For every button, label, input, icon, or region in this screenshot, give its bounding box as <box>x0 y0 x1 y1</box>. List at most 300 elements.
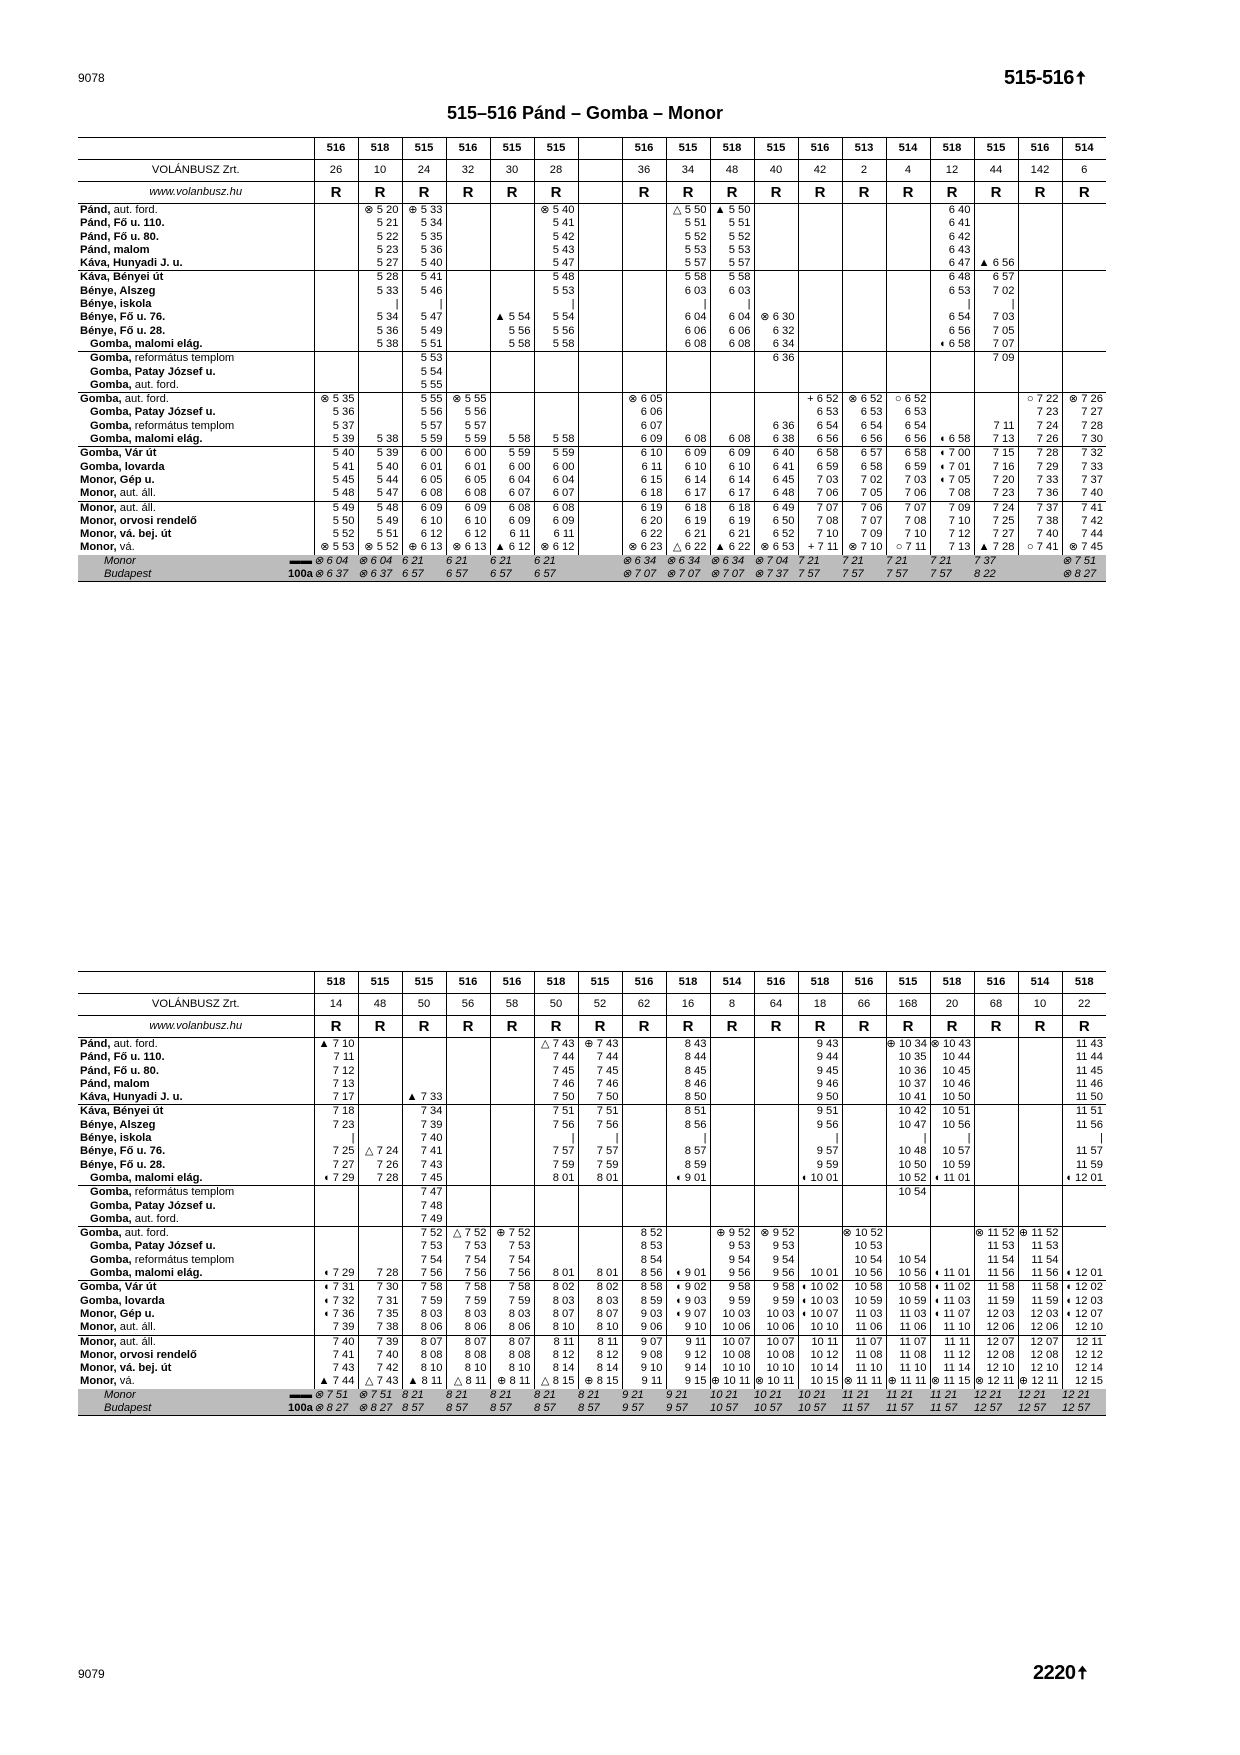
departure-time: 7 28 <box>1018 447 1062 461</box>
departure-time: 9 43 <box>798 1038 842 1052</box>
departure-time: ◖ 6 58 <box>930 338 974 352</box>
stop-marker <box>288 528 314 541</box>
departure-time: 6 12 <box>402 528 446 541</box>
run-number: 56 <box>446 994 490 1016</box>
departure-time <box>842 1159 886 1172</box>
departure-time: 5 28 <box>358 271 402 285</box>
connection-time: 11 57 <box>930 1402 974 1416</box>
line-number: 516 <box>622 138 666 160</box>
departure-time: 10 10 <box>798 1321 842 1335</box>
departure-time: ⊕ 8 15 <box>578 1375 622 1388</box>
departure-time <box>754 285 798 298</box>
departure-time: ⊗ 11 15 <box>930 1375 974 1388</box>
departure-time <box>710 1091 754 1105</box>
connection-time: ⊗ 7 37 <box>754 568 798 582</box>
line-number: 515 <box>578 972 622 994</box>
departure-time: 8 54 <box>622 1254 666 1267</box>
stop-name <box>78 325 288 338</box>
departure-time <box>710 1051 754 1064</box>
departure-time <box>1018 1038 1062 1052</box>
departure-time <box>798 217 842 230</box>
departure-time <box>622 244 666 257</box>
departure-time <box>1018 231 1062 244</box>
stop-name <box>78 311 288 324</box>
departure-time: ⊗ 6 53 <box>754 541 798 554</box>
connection-time: 6 57 <box>446 568 490 582</box>
departure-time <box>622 1132 666 1145</box>
line-number <box>578 138 622 160</box>
stop-name-main: Pánd, Fő u. 110. <box>80 1051 165 1064</box>
line-number: 513 <box>842 138 886 160</box>
line-100a-label: 100a <box>288 1402 313 1415</box>
departure-time: 7 12 <box>930 528 974 541</box>
operator-label: VOLÁNBUSZ Zrt. <box>78 994 314 1016</box>
departure-time <box>446 1200 490 1213</box>
stop-name <box>78 1145 288 1158</box>
departure-time: 7 40 <box>1062 487 1106 501</box>
stop-name <box>78 528 288 541</box>
departure-time <box>1018 1119 1062 1132</box>
reservation-mark: R <box>358 182 402 204</box>
run-number: 10 <box>1018 994 1062 1016</box>
departure-time: ○ 7 22 <box>1018 393 1062 407</box>
departure-time <box>622 1200 666 1213</box>
departure-time <box>446 1065 490 1078</box>
run-number: 44 <box>974 160 1018 182</box>
run-number: 2 <box>842 160 886 182</box>
departure-time: 6 17 <box>710 487 754 501</box>
departure-time: ⊗ 12 11 <box>974 1375 1018 1388</box>
connection-time: 9 57 <box>622 1402 666 1416</box>
departure-time: 7 56 <box>578 1119 622 1132</box>
run-number: 4 <box>886 160 930 182</box>
departure-time <box>446 1172 490 1186</box>
departure-time: 8 52 <box>622 1227 666 1241</box>
departure-time <box>446 1105 490 1119</box>
departure-time: 6 00 <box>534 461 578 474</box>
departure-time: 8 10 <box>402 1362 446 1375</box>
departure-time <box>446 1186 490 1200</box>
departure-time: 5 58 <box>534 338 578 352</box>
departure-time: 5 58 <box>534 433 578 447</box>
departure-time <box>490 1091 534 1105</box>
departure-time <box>710 393 754 407</box>
departure-time: 6 54 <box>886 420 930 433</box>
departure-time <box>578 487 622 501</box>
departure-time: 5 40 <box>358 461 402 474</box>
stop-name <box>78 379 288 393</box>
departure-time: 6 36 <box>754 352 798 366</box>
departure-time: 6 06 <box>710 325 754 338</box>
departure-time <box>754 1132 798 1145</box>
departure-time <box>622 1051 666 1064</box>
departure-time: 6 09 <box>666 447 710 461</box>
departure-time: 7 11 <box>314 1051 358 1064</box>
departure-time: | <box>534 298 578 311</box>
departure-time <box>886 257 930 271</box>
departure-time: 7 35 <box>358 1308 402 1321</box>
connection-time: ⊗ 6 34 <box>622 555 666 568</box>
departure-time: 12 03 <box>1018 1308 1062 1321</box>
connection-row <box>78 1389 1106 1402</box>
stop-marker <box>288 474 314 487</box>
connection-time: 7 57 <box>798 568 842 582</box>
departure-time <box>886 217 930 230</box>
departure-time: 9 59 <box>754 1295 798 1308</box>
departure-time <box>798 1213 842 1227</box>
departure-time <box>622 338 666 352</box>
departure-time: 9 11 <box>622 1375 666 1388</box>
departure-time: 10 07 <box>710 1335 754 1349</box>
departure-time: 6 08 <box>710 433 754 447</box>
stop-row <box>78 338 1106 352</box>
departure-time: ◖ 11 07 <box>930 1308 974 1321</box>
departure-time <box>1062 1186 1106 1200</box>
stop-name-main: Káva, Hunyadi J. u. <box>80 1091 183 1104</box>
departure-time <box>622 1038 666 1052</box>
departure-time: ○ 7 11 <box>886 541 930 554</box>
departure-time: 7 40 <box>1018 528 1062 541</box>
departure-time: 8 03 <box>402 1308 446 1321</box>
departure-time <box>622 311 666 324</box>
connection-time: ⊗ 6 34 <box>710 555 754 568</box>
departure-time <box>490 1159 534 1172</box>
departure-time: 7 39 <box>358 1335 402 1349</box>
stop-name-main: Gomba, <box>80 393 122 406</box>
line-number: 515 <box>490 138 534 160</box>
departure-time: 11 56 <box>1062 1119 1106 1132</box>
stop-name-suffix: vá. <box>116 541 135 554</box>
departure-time: 7 58 <box>490 1281 534 1295</box>
run-number: 48 <box>710 160 754 182</box>
departure-time: ⊗ 5 20 <box>358 204 402 218</box>
departure-time: 5 54 <box>402 366 446 379</box>
departure-time: 7 56 <box>490 1267 534 1281</box>
departure-time: 10 36 <box>886 1065 930 1078</box>
departure-time <box>754 217 798 230</box>
stop-name <box>78 433 288 447</box>
departure-time: 11 07 <box>842 1335 886 1349</box>
departure-time <box>842 338 886 352</box>
departure-time: ▲ 7 10 <box>314 1038 358 1052</box>
stop-name <box>78 366 288 379</box>
reservation-mark: R <box>358 1016 402 1038</box>
stop-marker <box>288 1240 314 1253</box>
departure-time: 5 56 <box>534 325 578 338</box>
departure-time: ◖ 7 31 <box>314 1281 358 1295</box>
departure-time <box>622 1145 666 1158</box>
departure-time <box>1018 1186 1062 1200</box>
departure-time <box>1018 1145 1062 1158</box>
line-number: 518 <box>534 972 578 994</box>
departure-time <box>754 1091 798 1105</box>
connection-time: 6 57 <box>402 568 446 582</box>
header-row-reserve <box>78 182 1106 204</box>
departure-time <box>402 1078 446 1091</box>
connection-time: 7 57 <box>842 568 886 582</box>
departure-time: | <box>666 1132 710 1145</box>
departure-time: 11 57 <box>1062 1145 1106 1158</box>
departure-time: 11 43 <box>1062 1038 1106 1052</box>
reservation-mark: R <box>754 182 798 204</box>
stop-name <box>78 204 288 218</box>
departure-time <box>1062 1227 1106 1241</box>
departure-time: 8 07 <box>490 1335 534 1349</box>
run-number: 142 <box>1018 160 1062 182</box>
stop-name <box>78 231 288 244</box>
departure-time: 8 11 <box>534 1335 578 1349</box>
stop-name <box>78 1375 288 1388</box>
stop-row <box>78 501 1106 515</box>
departure-time: 6 59 <box>886 461 930 474</box>
stop-row <box>78 1362 1106 1375</box>
departure-time: 6 15 <box>622 474 666 487</box>
departure-time: 8 03 <box>490 1308 534 1321</box>
departure-time: 9 12 <box>666 1349 710 1362</box>
departure-time: 10 11 <box>798 1335 842 1349</box>
stop-row <box>78 1281 1106 1295</box>
departure-time: 6 07 <box>490 487 534 501</box>
departure-time <box>1018 311 1062 324</box>
departure-time: 5 44 <box>358 474 402 487</box>
reservation-mark: R <box>710 182 754 204</box>
departure-time <box>842 1119 886 1132</box>
departure-time <box>490 285 534 298</box>
departure-time <box>754 1051 798 1064</box>
departure-time <box>446 379 490 393</box>
departure-time <box>1018 271 1062 285</box>
stop-row <box>78 528 1106 541</box>
stop-name <box>78 1038 288 1052</box>
reservation-mark: R <box>622 1016 666 1038</box>
reservation-mark <box>578 182 622 204</box>
departure-time <box>490 257 534 271</box>
departure-time <box>1018 285 1062 298</box>
departure-time <box>886 338 930 352</box>
departure-time: 6 58 <box>842 461 886 474</box>
departure-time: 6 41 <box>754 461 798 474</box>
departure-time <box>710 1213 754 1227</box>
departure-time <box>578 474 622 487</box>
departure-time: 6 08 <box>402 487 446 501</box>
departure-time: 6 43 <box>930 244 974 257</box>
departure-time: 7 03 <box>798 474 842 487</box>
departure-time <box>798 1254 842 1267</box>
departure-time: | <box>710 298 754 311</box>
departure-time: 10 41 <box>886 1091 930 1105</box>
departure-time: 5 34 <box>402 217 446 230</box>
departure-time: 6 19 <box>622 501 666 515</box>
departure-time: △ 8 11 <box>446 1375 490 1388</box>
departure-time <box>1018 379 1062 393</box>
reservation-mark: R <box>314 182 358 204</box>
departure-time: 7 06 <box>842 501 886 515</box>
stop-marker <box>288 1119 314 1132</box>
stop-row <box>78 366 1106 379</box>
departure-time: 11 06 <box>886 1321 930 1335</box>
departure-time <box>446 352 490 366</box>
departure-time <box>1062 217 1106 230</box>
departure-time <box>842 1145 886 1158</box>
departure-time <box>754 393 798 407</box>
reservation-mark: R <box>446 1016 490 1038</box>
connection-time: 8 57 <box>490 1402 534 1416</box>
stop-row <box>78 447 1106 461</box>
departure-time: 7 39 <box>314 1321 358 1335</box>
stop-name-main: Pánd, malom <box>80 243 150 256</box>
departure-time: 5 51 <box>666 217 710 230</box>
departure-time: 7 08 <box>886 515 930 528</box>
stop-row <box>78 1145 1106 1158</box>
departure-time <box>446 1145 490 1158</box>
departure-time: 8 01 <box>578 1267 622 1281</box>
departure-time: 7 26 <box>358 1159 402 1172</box>
line-number: 515 <box>402 972 446 994</box>
departure-time <box>578 231 622 244</box>
departure-time <box>446 1213 490 1227</box>
departure-time: ▲ 7 28 <box>974 541 1018 554</box>
stop-name <box>78 406 288 419</box>
stop-name-suffix: aut. ford. <box>110 204 158 216</box>
departure-time: 10 56 <box>886 1267 930 1281</box>
departure-time: 10 08 <box>754 1349 798 1362</box>
departure-time <box>446 1119 490 1132</box>
departure-time: 10 01 <box>798 1267 842 1281</box>
departure-time <box>578 528 622 541</box>
departure-time <box>446 338 490 352</box>
run-number: 64 <box>754 994 798 1016</box>
departure-time <box>842 231 886 244</box>
stop-row <box>78 204 1106 218</box>
departure-time <box>446 217 490 230</box>
departure-time: 10 08 <box>710 1349 754 1362</box>
stop-name-main: Káva, Hunyadi J. u. <box>80 257 183 270</box>
departure-time: 6 21 <box>666 528 710 541</box>
departure-time: 5 52 <box>710 231 754 244</box>
departure-time: 8 14 <box>534 1362 578 1375</box>
departure-time: 6 48 <box>754 487 798 501</box>
departure-time: 6 09 <box>490 515 534 528</box>
run-number: 50 <box>402 994 446 1016</box>
departure-time <box>622 352 666 366</box>
departure-time: 6 19 <box>666 515 710 528</box>
line-number: 518 <box>666 972 710 994</box>
departure-time <box>798 352 842 366</box>
departure-time <box>358 1051 402 1064</box>
stop-name <box>78 1335 288 1349</box>
departure-time <box>666 1213 710 1227</box>
departure-time: 5 53 <box>666 244 710 257</box>
departure-time <box>886 1240 930 1253</box>
departure-time: 10 35 <box>886 1051 930 1064</box>
departure-time: 5 58 <box>666 271 710 285</box>
departure-time: 10 37 <box>886 1078 930 1091</box>
departure-time: | <box>358 298 402 311</box>
connection-time: ⊗ 6 34 <box>666 555 710 568</box>
line-number: 516 <box>314 138 358 160</box>
stop-name-main: Bénye, iskola <box>80 1132 152 1145</box>
reservation-mark: R <box>402 182 446 204</box>
departure-time: 6 40 <box>754 447 798 461</box>
departure-time: ▲ 6 12 <box>490 541 534 554</box>
departure-time: 5 43 <box>534 244 578 257</box>
departure-time <box>1062 311 1106 324</box>
departure-time: 7 38 <box>1018 515 1062 528</box>
stop-marker <box>288 433 314 447</box>
line-number: 515 <box>754 138 798 160</box>
reservation-mark: R <box>798 182 842 204</box>
departure-time <box>974 1145 1018 1158</box>
departure-time: ⊕ 7 43 <box>578 1038 622 1052</box>
run-number: 52 <box>578 994 622 1016</box>
departure-time <box>930 1240 974 1253</box>
departure-time: 11 58 <box>1018 1281 1062 1295</box>
departure-time: 5 33 <box>358 285 402 298</box>
connection-time: ⊗ 6 37 <box>314 568 358 582</box>
departure-time: 7 07 <box>974 338 1018 352</box>
departure-time: 7 40 <box>314 1335 358 1349</box>
connection-time: 9 21 <box>622 1389 666 1402</box>
departure-time: 5 56 <box>446 406 490 419</box>
departure-time <box>358 393 402 407</box>
departure-time: 5 47 <box>358 487 402 501</box>
departure-time <box>974 217 1018 230</box>
departure-time: 6 36 <box>754 420 798 433</box>
page-code-footer <box>1033 1661 1087 1691</box>
connection-time: 11 21 <box>886 1389 930 1402</box>
departure-time <box>842 366 886 379</box>
departure-time: 6 18 <box>710 501 754 515</box>
departure-time <box>446 1159 490 1172</box>
stop-row <box>78 406 1106 419</box>
departure-time <box>534 1186 578 1200</box>
stop-name <box>78 1308 288 1321</box>
stop-name <box>78 1321 288 1335</box>
departure-time: ◖ 11 03 <box>930 1295 974 1308</box>
line-number: 515 <box>974 138 1018 160</box>
departure-time: 5 51 <box>402 338 446 352</box>
departure-time <box>754 1172 798 1186</box>
departure-time: 11 12 <box>930 1349 974 1362</box>
run-number: 34 <box>666 160 710 182</box>
departure-time: 5 38 <box>358 433 402 447</box>
website-label: www.volanbusz.hu <box>78 182 314 204</box>
departure-time: 9 14 <box>666 1362 710 1375</box>
departure-time: 7 41 <box>314 1349 358 1362</box>
departure-time <box>1062 325 1106 338</box>
departure-time: 7 58 <box>402 1281 446 1295</box>
departure-time <box>314 1240 358 1253</box>
departure-time <box>842 271 886 285</box>
departure-time: 11 51 <box>1062 1105 1106 1119</box>
departure-time: 8 03 <box>446 1308 490 1321</box>
stop-name-suffix: aut. ford. <box>110 1038 158 1050</box>
connection-destination: Budapest <box>78 568 288 582</box>
connection-time: ⊗ 7 51 <box>358 1389 402 1402</box>
departure-time <box>1018 1105 1062 1119</box>
line-number: 518 <box>710 138 754 160</box>
departure-time <box>358 406 402 419</box>
departure-time: 5 21 <box>358 217 402 230</box>
departure-time: 6 45 <box>754 474 798 487</box>
departure-time: 5 53 <box>710 244 754 257</box>
stop-row <box>78 325 1106 338</box>
departure-time <box>754 1145 798 1158</box>
reservation-mark: R <box>754 1016 798 1038</box>
departure-time <box>314 325 358 338</box>
departure-time <box>710 352 754 366</box>
stop-name-main: Gomba, lovarda <box>80 1294 165 1307</box>
